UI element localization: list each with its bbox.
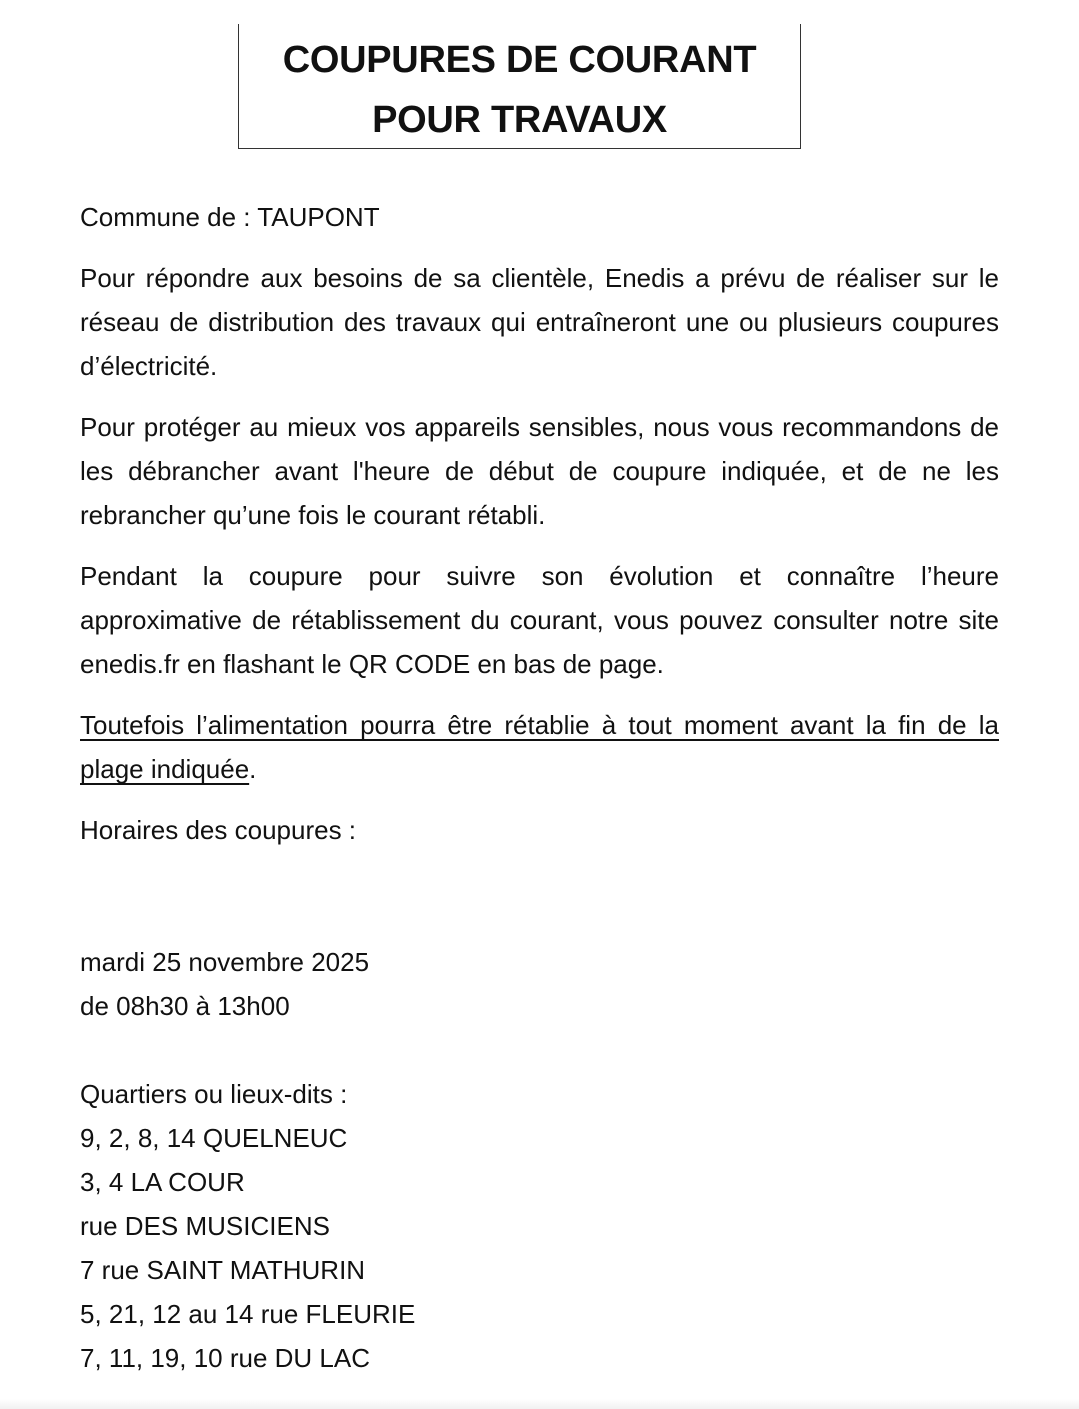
warning-period: .: [249, 754, 257, 784]
warning-paragraph: [80, 703, 999, 791]
schedule-heading: Horaires des coupures :: [80, 815, 357, 845]
page-edge: [0, 1399, 1079, 1409]
location-item: 9, 2, 8, 14 QUELNEUC: [80, 1123, 348, 1153]
location-item: 7 rue SAINT MATHURIN: [80, 1255, 366, 1285]
intro-paragraph: Pour répondre aux besoins de sa clientèle, Enedis a prévu de réaliser sur le réseau de distribution des travaux qui entraîneront une ou plusieurs coupures d’électricité.: [80, 263, 999, 381]
outage-time: de 08h30 à 13h00: [80, 991, 290, 1021]
spacer: [80, 852, 999, 940]
location-item: 3, 4 LA COUR: [80, 1167, 245, 1197]
title-line-1: COUPURES DE COURANT: [282, 39, 757, 81]
notice-body: [80, 195, 999, 1380]
location-item: 7, 11, 19, 10 rue DU LAC: [80, 1343, 371, 1373]
follow-paragraph: Pendant la coupure pour suivre son évolution et connaître l’heure approximative de rétablissement du courant, vous pouvez consulter notre site enedis.fr en flashant le QR CODE en bas de page.: [80, 561, 999, 679]
outage-date: mardi 25 novembre 2025: [80, 947, 370, 977]
locations-heading: Quartiers ou lieux-dits :: [80, 1079, 348, 1109]
location-item: rue DES MUSICIENS: [80, 1211, 330, 1241]
protect-paragraph: Pour protéger au mieux vos appareils sensibles, nous vous recommandons de les débrancher avant l'heure de début de coupure indiquée, et de ne les rebrancher qu’une fois le courant rétabli.: [80, 412, 999, 530]
title-box: [238, 24, 801, 149]
spacer: [80, 1028, 999, 1072]
warning-text: Toutefois l’alimentation pourra être rétablie à tout moment avant la fin de la plage indiquée: [80, 710, 999, 784]
title-line-2: POUR TRAVAUX: [372, 99, 667, 141]
commune-name: Commune de : TAUPONT: [80, 202, 380, 232]
location-item: 5, 21, 12 au 14 rue FLEURIE: [80, 1299, 416, 1329]
